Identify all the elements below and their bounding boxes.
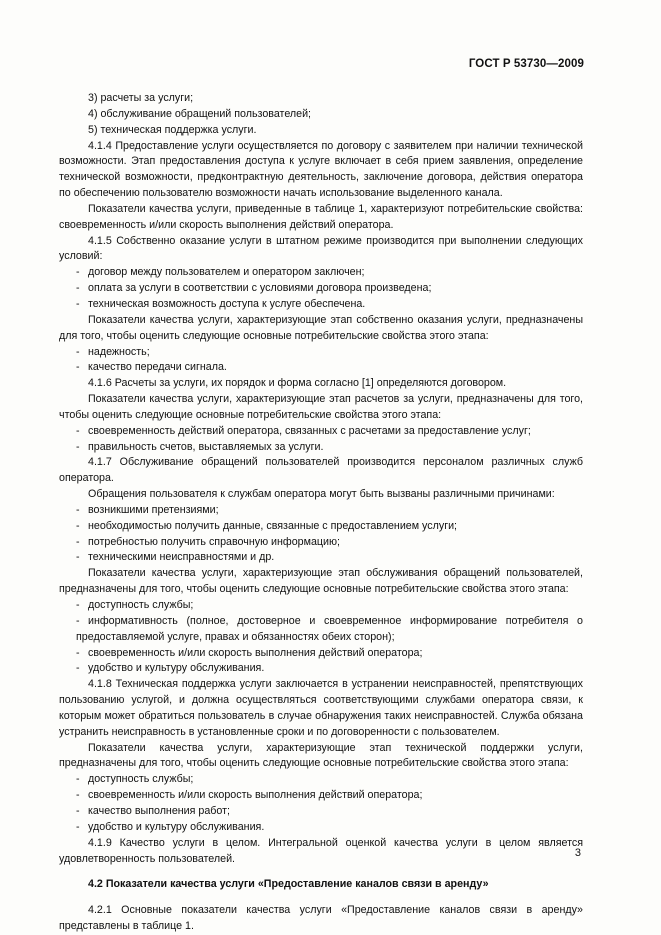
paragraph: Показатели качества услуги, характеризующие этап расчетов за услуги, предназначены для того, чтобы оценить следующие основные потребительские свойства этого этапа: bbox=[59, 393, 583, 421]
list-item-text: возникшими претензиями; bbox=[88, 503, 219, 516]
page-number: 3 bbox=[574, 847, 581, 859]
dash-list-item bbox=[59, 519, 583, 535]
list-item-text: качество выполнения работ; bbox=[88, 804, 230, 817]
list-item-text: своевременность и/или скорость выполнения действий оператора; bbox=[88, 789, 423, 802]
paragraph: Показатели качества услуги, характеризующие этап обслуживания обращений пользователей, предназначены для того, чтобы оценить следующие основные потребительские свойства этого этапа: bbox=[59, 567, 583, 596]
dash-list-item bbox=[59, 360, 583, 376]
dash-list-item bbox=[59, 550, 583, 566]
list-dash-marker: - bbox=[76, 535, 80, 548]
list-dash-marker: - bbox=[76, 297, 80, 310]
dash-list-item bbox=[59, 646, 583, 662]
list-dash-marker: - bbox=[76, 424, 80, 437]
paragraph: 4.1.4 Предоставление услуги осуществляется по договору с заявителем при наличии технической возможности. Этап предоставления доступа к услуге включает в себя прием заявления, определение технической возможности, предконтрактную деятельность, заключение договора, действия оператора по обеспечению пользователю возможности начать использование выделенного канала. bbox=[59, 139, 583, 200]
paragraph: 4.1.7 Обслуживание обращений пользователей производится персоналом различных служб оператора. bbox=[59, 456, 583, 485]
standard-header: ГОСТ Р 53730—2009 bbox=[468, 58, 584, 70]
paragraph: 4.1.5 Собственно оказание услуги в штатном режиме производится при выполнении следующих условий: bbox=[59, 234, 583, 263]
list-item-text: техническими неисправностями и др. bbox=[88, 551, 275, 564]
list-item-text: договор между пользователем и оператором заключен; bbox=[88, 266, 365, 279]
list-item-text: потребностью получить справочную информацию; bbox=[88, 535, 340, 548]
paragraph: 4.2.1 Основные показатели качества услуги «Предоставление каналов связи в аренду» представлены в таблице 1. bbox=[59, 904, 583, 933]
paragraph: Показатели качества услуги, приведенные в таблице 1, характеризуют потребительские свойства: своевременность и/или скорость выполнения действий оператора. bbox=[59, 202, 583, 231]
list-dash-marker: - bbox=[76, 519, 80, 532]
dash-list-item bbox=[59, 424, 583, 440]
dash-list-item bbox=[59, 804, 583, 820]
list-item-text: качество передачи сигнала. bbox=[88, 361, 227, 374]
section-gap bbox=[59, 867, 583, 877]
paragraph: 4.1.8 Техническая поддержка услуги заключается в устранении неисправностей, препятствующих пользованию услугой, и должна осуществляться соответствующими службами оператора связи, к которым может обратиться пользователь в случае обнаружения таких неисправностей. Служба обязана устранить неисправность в установленные сроки и по договоренности с пользователем. bbox=[59, 678, 583, 738]
paragraph: 4.1.9 Качество услуги в целом. Интегральной оценкой качества услуги в целом является удовлетворенность пользователей. bbox=[59, 836, 583, 865]
list-item-text: техническая возможность доступа к услуге обеспечена. bbox=[88, 297, 366, 310]
list-item-text: правильность счетов, выставляемых за услуги. bbox=[88, 440, 324, 453]
list-item-text: удобство и культуру обслуживания. bbox=[88, 820, 265, 833]
section-gap bbox=[59, 893, 583, 903]
list-item-text: своевременность действий оператора, связанных с расчетами за предоставление услуг; bbox=[88, 424, 531, 437]
list-dash-marker: - bbox=[76, 789, 80, 802]
list-dash-marker: - bbox=[76, 361, 80, 374]
dash-list-item bbox=[59, 503, 583, 519]
list-dash-marker: - bbox=[76, 266, 80, 279]
section-heading: 4.2 Показатели качества услуги «Предоставление каналов связи в аренду» bbox=[88, 878, 489, 891]
list-dash-marker: - bbox=[76, 440, 80, 453]
dash-list-item bbox=[59, 345, 583, 361]
paragraph: Показатели качества услуги, характеризующие этап собственно оказания услуги, предназначены для того, чтобы оценить следующие основные потребительские свойства этого этапа: bbox=[59, 313, 583, 342]
list-dash-marker: - bbox=[76, 345, 80, 358]
dash-list-item bbox=[59, 297, 583, 313]
dash-list-item bbox=[59, 661, 583, 677]
dash-list-item bbox=[59, 598, 583, 614]
dash-list-item bbox=[59, 440, 583, 456]
list-item-text: доступность службы; bbox=[88, 599, 194, 611]
list-item-text: необходимостью получить данные, связанные с предоставлением услуги; bbox=[88, 519, 458, 532]
list-item-text: оплата за услуги в соответствии с условиями договора произведена; bbox=[88, 282, 432, 295]
list-dash-marker: - bbox=[76, 551, 80, 564]
numbered-item: 3) расчеты за услуги; bbox=[88, 92, 194, 104]
list-dash-marker: - bbox=[76, 662, 80, 675]
dash-list-item bbox=[59, 772, 583, 788]
list-item-text: своевременность и/или скорость выполнения действий оператора; bbox=[88, 646, 423, 659]
list-dash-marker: - bbox=[76, 820, 80, 833]
dash-list-item bbox=[59, 820, 583, 836]
dash-list-item bbox=[59, 281, 583, 297]
numbered-item: 4) обслуживание обращений пользователей; bbox=[88, 107, 312, 120]
document-body bbox=[59, 91, 583, 935]
list-dash-marker: - bbox=[76, 599, 80, 611]
list-item-text: удобство и культуру обслуживания. bbox=[88, 662, 265, 675]
paragraph: Показатели качества услуги, характеризующие этап технической поддержки услуги, предназначены для того, чтобы оценить следующие основные потребительские свойства этого этапа: bbox=[59, 741, 583, 770]
list-dash-marker: - bbox=[76, 503, 80, 516]
list-dash-marker: - bbox=[76, 773, 80, 786]
dash-list-item bbox=[59, 614, 583, 646]
dash-list-item bbox=[59, 535, 583, 551]
list-item-text: информативность (полное, достоверное и своевременное информирование потребителя о предоставляемой услуге, правах и обязанностях обеих сторон); bbox=[76, 614, 583, 643]
paragraph: Обращения пользователя к службам оператора могут быть вызваны различными причинами: bbox=[88, 488, 555, 501]
paragraph: 4.1.6 Расчеты за услуги, их порядок и форма согласно [1] определяются договором. bbox=[88, 377, 507, 390]
dash-list-item bbox=[59, 265, 583, 281]
list-item-text: надежность; bbox=[88, 345, 150, 358]
dash-list-item bbox=[59, 788, 583, 804]
list-dash-marker: - bbox=[76, 804, 80, 817]
list-dash-marker: - bbox=[76, 282, 80, 295]
list-item-text: доступность службы; bbox=[88, 773, 194, 786]
numbered-item: 5) техническая поддержка услуги. bbox=[88, 123, 257, 136]
list-dash-marker: - bbox=[76, 646, 80, 659]
list-dash-marker: - bbox=[76, 614, 80, 627]
